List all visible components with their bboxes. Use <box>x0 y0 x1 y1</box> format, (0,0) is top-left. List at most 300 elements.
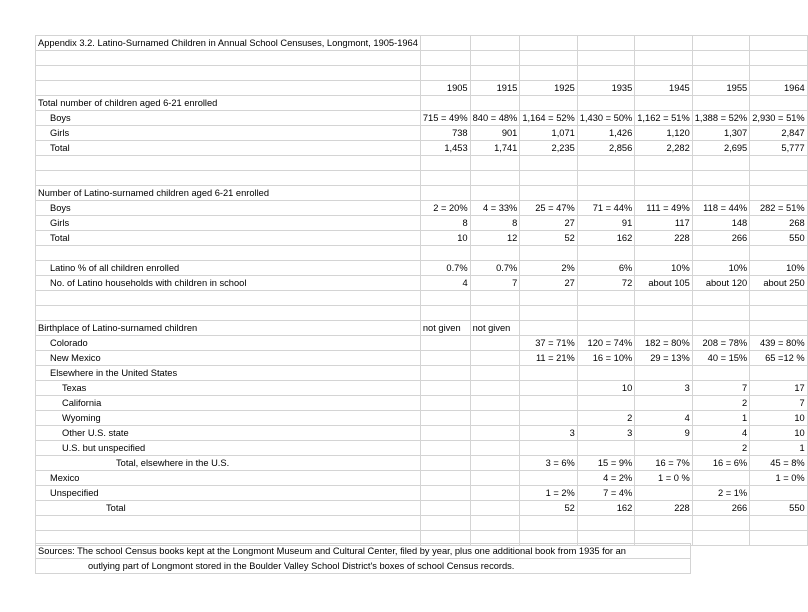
value-cell: 550 <box>750 501 807 516</box>
value-cell: 162 <box>577 231 634 246</box>
value-cell: 2,695 <box>692 141 749 156</box>
value-cell <box>520 411 577 426</box>
value-cell <box>520 471 577 486</box>
value-cell: 0.7% <box>470 261 520 276</box>
empty-cell <box>36 156 421 171</box>
sources-line-2: outlying part of Longmont stored in the Boulder Valley School District's boxes of school Census records. <box>36 559 691 574</box>
empty-cell <box>520 156 577 171</box>
value-cell: about 250 <box>750 276 807 291</box>
empty-cell <box>577 66 634 81</box>
value-cell <box>577 321 634 336</box>
empty-cell <box>470 66 520 81</box>
value-cell: 8 <box>420 216 470 231</box>
empty-cell <box>692 291 749 306</box>
value-cell <box>470 336 520 351</box>
empty-cell <box>635 96 692 111</box>
value-cell: 228 <box>635 231 692 246</box>
empty-cell <box>750 96 807 111</box>
value-cell: 738 <box>420 126 470 141</box>
year-header-row <box>36 81 808 96</box>
value-cell: 2 <box>692 396 749 411</box>
value-cell: 16 = 6% <box>692 456 749 471</box>
value-cell: 65 =12 % <box>750 351 807 366</box>
empty-cell <box>577 291 634 306</box>
table-row <box>36 486 808 501</box>
value-cell <box>470 411 520 426</box>
value-cell: 7 = 4% <box>577 486 634 501</box>
value-cell <box>520 366 577 381</box>
value-cell: 3 <box>520 426 577 441</box>
value-cell: 2,930 = 51% <box>750 111 807 126</box>
row-label: Total, elsewhere in the U.S. <box>36 456 421 471</box>
blank-row <box>36 291 808 306</box>
blank-row <box>36 171 808 186</box>
row-label: Total <box>36 231 421 246</box>
table-row <box>36 111 808 126</box>
value-cell: 91 <box>577 216 634 231</box>
row-label: Girls <box>36 216 421 231</box>
empty-cell <box>520 516 577 531</box>
empty-cell <box>692 66 749 81</box>
empty-cell <box>635 36 692 51</box>
row-label: Colorado <box>36 336 421 351</box>
value-cell: 118 = 44% <box>692 201 749 216</box>
empty-cell <box>36 171 421 186</box>
year-header: 1915 <box>470 81 520 96</box>
year-header: 1945 <box>635 81 692 96</box>
blank-row <box>36 306 808 321</box>
value-cell: 1,741 <box>470 141 520 156</box>
empty-cell <box>520 246 577 261</box>
empty-cell <box>36 291 421 306</box>
value-cell: 282 = 51% <box>750 201 807 216</box>
empty-cell <box>635 171 692 186</box>
empty-cell <box>420 516 470 531</box>
value-cell: 208 = 78% <box>692 336 749 351</box>
empty-cell <box>520 171 577 186</box>
table-row <box>36 426 808 441</box>
empty-cell <box>520 306 577 321</box>
value-cell: 1 <box>692 411 749 426</box>
value-cell: 117 <box>635 216 692 231</box>
value-cell: 2,282 <box>635 141 692 156</box>
value-cell: 4 = 33% <box>470 201 520 216</box>
table-row <box>36 366 808 381</box>
empty-cell <box>692 156 749 171</box>
empty-cell <box>470 516 520 531</box>
value-cell: 3 <box>577 426 634 441</box>
empty-cell <box>750 36 807 51</box>
title-row <box>36 36 808 51</box>
value-cell: 1,453 <box>420 141 470 156</box>
value-cell: 11 = 21% <box>520 351 577 366</box>
value-cell: 715 = 49% <box>420 111 470 126</box>
empty-cell <box>692 516 749 531</box>
row-label: Wyoming <box>36 411 421 426</box>
value-cell: 10 <box>420 231 470 246</box>
empty-cell <box>635 51 692 66</box>
empty-cell <box>470 291 520 306</box>
value-cell: 2 = 1% <box>692 486 749 501</box>
table-row <box>36 381 808 396</box>
empty-cell <box>635 66 692 81</box>
value-cell: 266 <box>692 231 749 246</box>
value-cell: 901 <box>470 126 520 141</box>
value-cell: 7 <box>470 276 520 291</box>
empty-cell <box>577 36 634 51</box>
value-cell <box>577 366 634 381</box>
empty-cell <box>420 66 470 81</box>
value-cell: 1,120 <box>635 126 692 141</box>
value-cell <box>750 486 807 501</box>
empty-cell <box>420 156 470 171</box>
empty-cell <box>470 186 520 201</box>
value-cell: 1,307 <box>692 126 749 141</box>
value-cell: 9 <box>635 426 692 441</box>
empty-cell <box>692 51 749 66</box>
value-cell <box>577 441 634 456</box>
empty-cell <box>470 246 520 261</box>
value-cell <box>750 366 807 381</box>
table-row <box>36 216 808 231</box>
value-cell <box>420 381 470 396</box>
row-label: Latino % of all children enrolled <box>36 261 421 276</box>
empty-cell <box>692 186 749 201</box>
empty-cell <box>470 96 520 111</box>
row-label: Texas <box>36 381 421 396</box>
value-cell: 4 <box>692 426 749 441</box>
empty-cell <box>577 156 634 171</box>
value-cell: 2% <box>520 261 577 276</box>
section-header-row <box>36 321 808 336</box>
empty-cell <box>750 66 807 81</box>
value-cell: 3 = 6% <box>520 456 577 471</box>
empty-cell <box>36 51 421 66</box>
empty-cell <box>420 291 470 306</box>
table-row <box>36 471 808 486</box>
value-cell: 7 <box>692 381 749 396</box>
value-cell: 17 <box>750 381 807 396</box>
value-cell: 148 <box>692 216 749 231</box>
value-cell <box>577 396 634 411</box>
empty-cell <box>635 156 692 171</box>
value-cell: not given <box>470 321 520 336</box>
value-cell: not given <box>420 321 470 336</box>
value-cell: 10% <box>635 261 692 276</box>
blank-row <box>36 66 808 81</box>
value-cell: 37 = 71% <box>520 336 577 351</box>
empty-cell <box>635 516 692 531</box>
value-cell: 71 = 44% <box>577 201 634 216</box>
value-cell: 15 = 9% <box>577 456 634 471</box>
value-cell: 1 = 0 % <box>635 471 692 486</box>
value-cell: 266 <box>692 501 749 516</box>
empty-cell <box>520 51 577 66</box>
value-cell: 1 <box>750 441 807 456</box>
value-cell: 120 = 74% <box>577 336 634 351</box>
empty-cell <box>520 36 577 51</box>
value-cell <box>420 441 470 456</box>
value-cell <box>470 351 520 366</box>
empty-cell <box>470 156 520 171</box>
value-cell <box>420 336 470 351</box>
latino-percent-row <box>36 261 808 276</box>
row-label: Mexico <box>36 471 421 486</box>
empty-cell <box>750 186 807 201</box>
value-cell: 1,426 <box>577 126 634 141</box>
row-label: New Mexico <box>36 351 421 366</box>
value-cell <box>692 366 749 381</box>
empty-cell <box>750 531 807 546</box>
value-cell <box>635 321 692 336</box>
value-cell <box>635 396 692 411</box>
table-row <box>36 456 808 471</box>
section-header: Number of Latino-surnamed children aged 6-21 enrolled <box>36 186 421 201</box>
value-cell: 228 <box>635 501 692 516</box>
empty-cell <box>750 516 807 531</box>
year-header: 1925 <box>520 81 577 96</box>
empty-cell <box>577 171 634 186</box>
empty-cell <box>577 246 634 261</box>
row-label: Elsewhere in the United States <box>36 366 421 381</box>
value-cell: 2 <box>577 411 634 426</box>
value-cell: 268 <box>750 216 807 231</box>
value-cell <box>470 396 520 411</box>
table-row <box>36 351 808 366</box>
value-cell: 10 <box>750 411 807 426</box>
empty-cell <box>36 516 421 531</box>
table-row <box>36 441 808 456</box>
value-cell: 4 <box>420 276 470 291</box>
blank-row <box>36 156 808 171</box>
table-row <box>36 411 808 426</box>
row-label: Total <box>36 141 421 156</box>
empty-cell <box>36 306 421 321</box>
value-cell <box>470 441 520 456</box>
value-cell: 27 <box>520 216 577 231</box>
table-row <box>36 231 808 246</box>
value-cell: 10 <box>750 426 807 441</box>
empty-cell <box>692 306 749 321</box>
value-cell <box>420 351 470 366</box>
value-cell: 439 = 80% <box>750 336 807 351</box>
year-header: 1935 <box>577 81 634 96</box>
households-row <box>36 276 808 291</box>
value-cell: 25 = 47% <box>520 201 577 216</box>
empty-cell <box>692 246 749 261</box>
value-cell <box>420 471 470 486</box>
value-cell: 0.7% <box>420 261 470 276</box>
value-cell <box>520 441 577 456</box>
table-row <box>36 396 808 411</box>
row-label: U.S. but unspecified <box>36 441 421 456</box>
empty-cell <box>420 306 470 321</box>
blank-row <box>36 246 808 261</box>
value-cell: 2,847 <box>750 126 807 141</box>
value-cell <box>470 456 520 471</box>
value-cell: 40 = 15% <box>692 351 749 366</box>
row-label: Boys <box>36 201 421 216</box>
empty-cell <box>750 171 807 186</box>
empty-cell <box>692 531 749 546</box>
empty-cell <box>692 171 749 186</box>
value-cell: 182 = 80% <box>635 336 692 351</box>
value-cell: 5,777 <box>750 141 807 156</box>
value-cell: 16 = 10% <box>577 351 634 366</box>
empty-cell <box>750 156 807 171</box>
blank-row <box>36 516 808 531</box>
empty-cell <box>520 186 577 201</box>
value-cell: 4 <box>635 411 692 426</box>
empty-cell <box>692 96 749 111</box>
value-cell <box>420 486 470 501</box>
value-cell: 16 = 7% <box>635 456 692 471</box>
value-cell: 840 = 48% <box>470 111 520 126</box>
table-row <box>36 336 808 351</box>
year-header: 1905 <box>420 81 470 96</box>
empty-cell <box>577 516 634 531</box>
value-cell <box>420 456 470 471</box>
value-cell: 111 = 49% <box>635 201 692 216</box>
row-label: Other U.S. state <box>36 426 421 441</box>
value-cell <box>470 471 520 486</box>
empty-cell <box>635 186 692 201</box>
empty-cell <box>750 306 807 321</box>
value-cell: 72 <box>577 276 634 291</box>
value-cell <box>470 501 520 516</box>
value-cell <box>420 366 470 381</box>
value-cell: about 120 <box>692 276 749 291</box>
table-row <box>36 126 808 141</box>
value-cell: 8 <box>470 216 520 231</box>
empty-cell <box>577 96 634 111</box>
value-cell: 7 <box>750 396 807 411</box>
value-cell <box>635 486 692 501</box>
value-cell <box>520 321 577 336</box>
value-cell: 2,856 <box>577 141 634 156</box>
value-cell <box>635 366 692 381</box>
empty-cell <box>420 246 470 261</box>
value-cell: 1,430 = 50% <box>577 111 634 126</box>
empty-cell <box>470 36 520 51</box>
value-cell <box>520 381 577 396</box>
value-cell <box>420 396 470 411</box>
empty-cell <box>470 306 520 321</box>
value-cell <box>692 321 749 336</box>
section-header: Total number of children aged 6-21 enrolled <box>36 96 421 111</box>
value-cell <box>692 471 749 486</box>
empty-cell <box>750 246 807 261</box>
value-cell <box>520 396 577 411</box>
empty-cell <box>36 66 421 81</box>
value-cell: 1 = 0% <box>750 471 807 486</box>
value-cell: 1,164 = 52% <box>520 111 577 126</box>
section-header: Birthplace of Latino-surnamed children <box>36 321 421 336</box>
value-cell <box>750 321 807 336</box>
row-label: No. of Latino households with children in school <box>36 276 421 291</box>
empty-cell <box>520 291 577 306</box>
empty-cell <box>36 246 421 261</box>
row-label: Unspecified <box>36 486 421 501</box>
year-header: 1955 <box>692 81 749 96</box>
empty-cell <box>692 36 749 51</box>
value-cell: 4 = 2% <box>577 471 634 486</box>
empty-cell <box>750 51 807 66</box>
row-label: Boys <box>36 111 421 126</box>
value-cell: 29 = 13% <box>635 351 692 366</box>
empty-cell <box>36 81 421 96</box>
empty-cell <box>520 66 577 81</box>
row-label: California <box>36 396 421 411</box>
value-cell: 45 = 8% <box>750 456 807 471</box>
value-cell <box>470 381 520 396</box>
value-cell <box>635 441 692 456</box>
empty-cell <box>420 36 470 51</box>
empty-cell <box>420 186 470 201</box>
empty-cell <box>520 96 577 111</box>
blank-row <box>36 51 808 66</box>
value-cell: 10% <box>750 261 807 276</box>
empty-cell <box>577 51 634 66</box>
empty-cell <box>750 291 807 306</box>
sources-note <box>35 543 691 574</box>
value-cell <box>470 486 520 501</box>
value-cell: 162 <box>577 501 634 516</box>
section-header-row <box>36 96 808 111</box>
value-cell: 2,235 <box>520 141 577 156</box>
empty-cell <box>577 306 634 321</box>
value-cell <box>420 411 470 426</box>
row-label: Girls <box>36 126 421 141</box>
empty-cell <box>635 291 692 306</box>
empty-cell <box>577 186 634 201</box>
value-cell: about 105 <box>635 276 692 291</box>
value-cell <box>420 501 470 516</box>
value-cell: 2 <box>692 441 749 456</box>
value-cell: 550 <box>750 231 807 246</box>
section-header-row <box>36 186 808 201</box>
empty-cell <box>635 246 692 261</box>
value-cell: 10% <box>692 261 749 276</box>
value-cell: 27 <box>520 276 577 291</box>
value-cell: 1,071 <box>520 126 577 141</box>
sources-line-1: Sources: The school Census books kept at the Longmont Museum and Cultural Center, filed by year, plus one additional book from 1935 for an <box>36 544 691 559</box>
empty-cell <box>470 51 520 66</box>
empty-cell <box>635 306 692 321</box>
value-cell: 1 = 2% <box>520 486 577 501</box>
value-cell: 3 <box>635 381 692 396</box>
table-row <box>36 141 808 156</box>
value-cell: 2 = 20% <box>420 201 470 216</box>
value-cell: 1,162 = 51% <box>635 111 692 126</box>
table-title: Appendix 3.2. Latino-Surnamed Children in Annual School Censuses, Longmont, 1905-1964 <box>36 36 421 51</box>
value-cell <box>470 366 520 381</box>
value-cell <box>420 426 470 441</box>
value-cell: 52 <box>520 231 577 246</box>
value-cell: 12 <box>470 231 520 246</box>
year-header: 1964 <box>750 81 807 96</box>
value-cell: 6% <box>577 261 634 276</box>
table-row <box>36 501 808 516</box>
appendix-table <box>35 35 808 546</box>
empty-cell <box>420 96 470 111</box>
value-cell: 1,388 = 52% <box>692 111 749 126</box>
value-cell: 10 <box>577 381 634 396</box>
empty-cell <box>420 171 470 186</box>
empty-cell <box>470 171 520 186</box>
value-cell <box>470 426 520 441</box>
value-cell: 52 <box>520 501 577 516</box>
